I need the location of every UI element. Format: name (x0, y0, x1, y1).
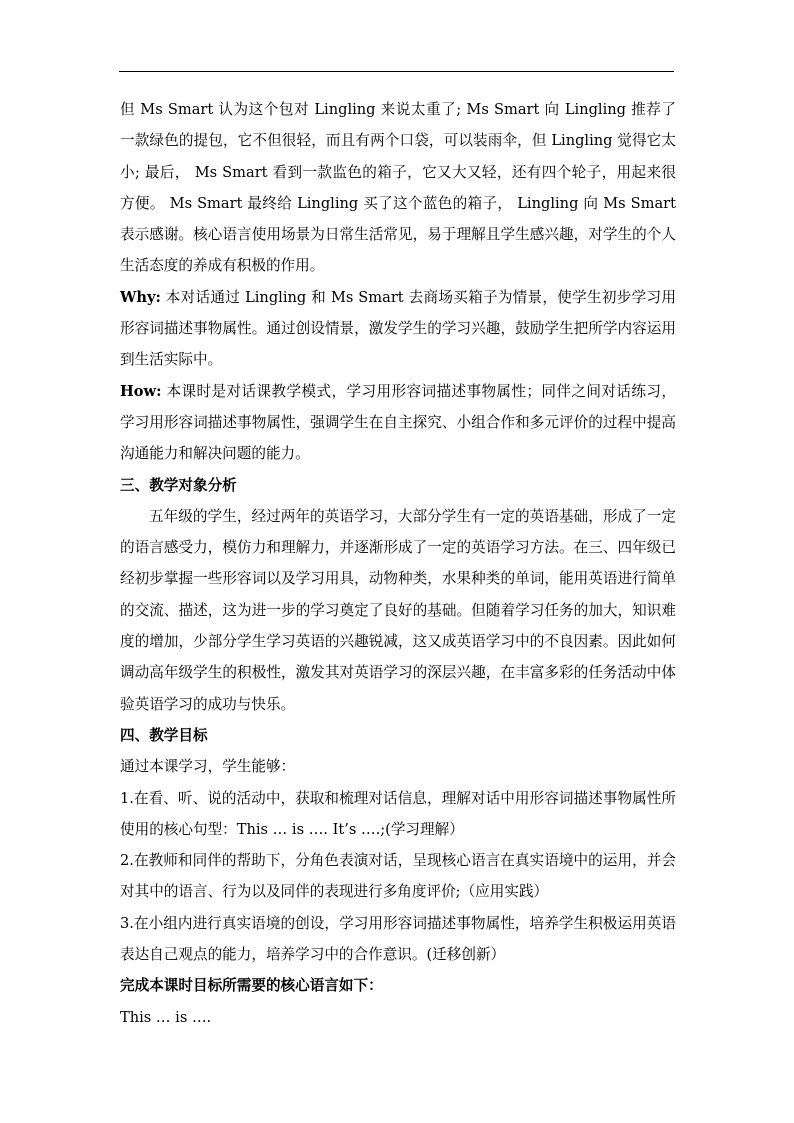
section4-intro: 通过本课学习，学生能够： (120, 758, 296, 776)
goal-item-2: 2.在教师和同伴的帮助下，分角色表演对话，呈现核心语言在真实语境中的运用，并会对其中的语言、行为以及同伴的表现进行多角度评价;（应用实践） (120, 852, 676, 901)
goal-item-1: 1.在看、听、说的活动中，获取和梳理对话信息，理解对话中用形容词描述事物属性所使用的核心句型：This … is …. It’s ….;(学习理解） (120, 789, 676, 838)
why-text: 本对话通过 Lingling 和 Ms Smart 去商场买箱子为情景，使学生初步学习用形容词描述事物属性。通过创设情景，激发学生的学习兴趣，鼓励学生把所学内容运用到生活实际中。 (120, 288, 676, 369)
section4-heading: 四、教学目标 (120, 726, 208, 744)
why-label: Why: (120, 288, 161, 306)
why-paragraph (120, 282, 676, 376)
section3-paragraph: 五年级的学生，经过两年的英语学习，大部分学生有一定的英语基础，形成了一定的语言感受力，模仿力和理解力，并逐渐形成了一定的英语学习方法。在三、四年级已经初步掌握一些形容词以及学习用具，动物种类，水果种类的单词，能用英语进行简单的交流、描述，这为进一步的学习奠定了良好的基础。但随着学习任务的加大，知识难度的增加，少部分学生学习英语的兴趣锐减，这又成英语学习中的不良因素。因此如何调动高年级学生的积极性，激发其对英语学习的深层兴趣，在丰富多彩的任务活动中体验英语学习的成功与快乐。 (120, 507, 676, 713)
how-text: 本课时是对话课教学模式，学习用形容词描述事物属性；同伴之间对话练习，学习用形容词描述事物属性，强调学生在自主探究、小组合作和多元评价的过程中提高沟通能力和解决问题的能力。 (120, 382, 676, 463)
document-body (120, 94, 676, 1033)
header-rule (119, 71, 674, 72)
how-paragraph (120, 376, 676, 470)
goal-item-3: 3.在小组内进行真实语境的创设，学习用形容词描述事物属性，培养学生积极运用英语表达自己观点的能力，培养学习中的合作意识。(迁移创新） (120, 914, 676, 964)
core-sentence: This … is …. (120, 1008, 212, 1026)
what-paragraph-continued: 但 Ms Smart 认为这个包对 Lingling 来说太重了; Ms Smart 向 Lingling 推荐了一款绿色的提包，它不但很轻，而且有两个口袋，可以装雨伞，但 Lingling 觉得它太小; 最后， Ms Smart 看到一款监色的箱子，它又大又轻，还有四个轮子，用起来很方便。 Ms Smart 最终给 Lingling 买了这个蓝色的箱子， Lingling 向 Ms Smart 表示感谢。核心语言使用场景为日常生活常见，易于理解且学生感兴趣，对学生的个人生活态度的养成有积极的作用。 (120, 101, 676, 275)
core-language-heading: 完成本课时目标所需要的核心语言如下： (120, 977, 383, 995)
section3-heading: 三、教学对象分析 (120, 476, 237, 494)
how-label: How: (120, 382, 162, 400)
